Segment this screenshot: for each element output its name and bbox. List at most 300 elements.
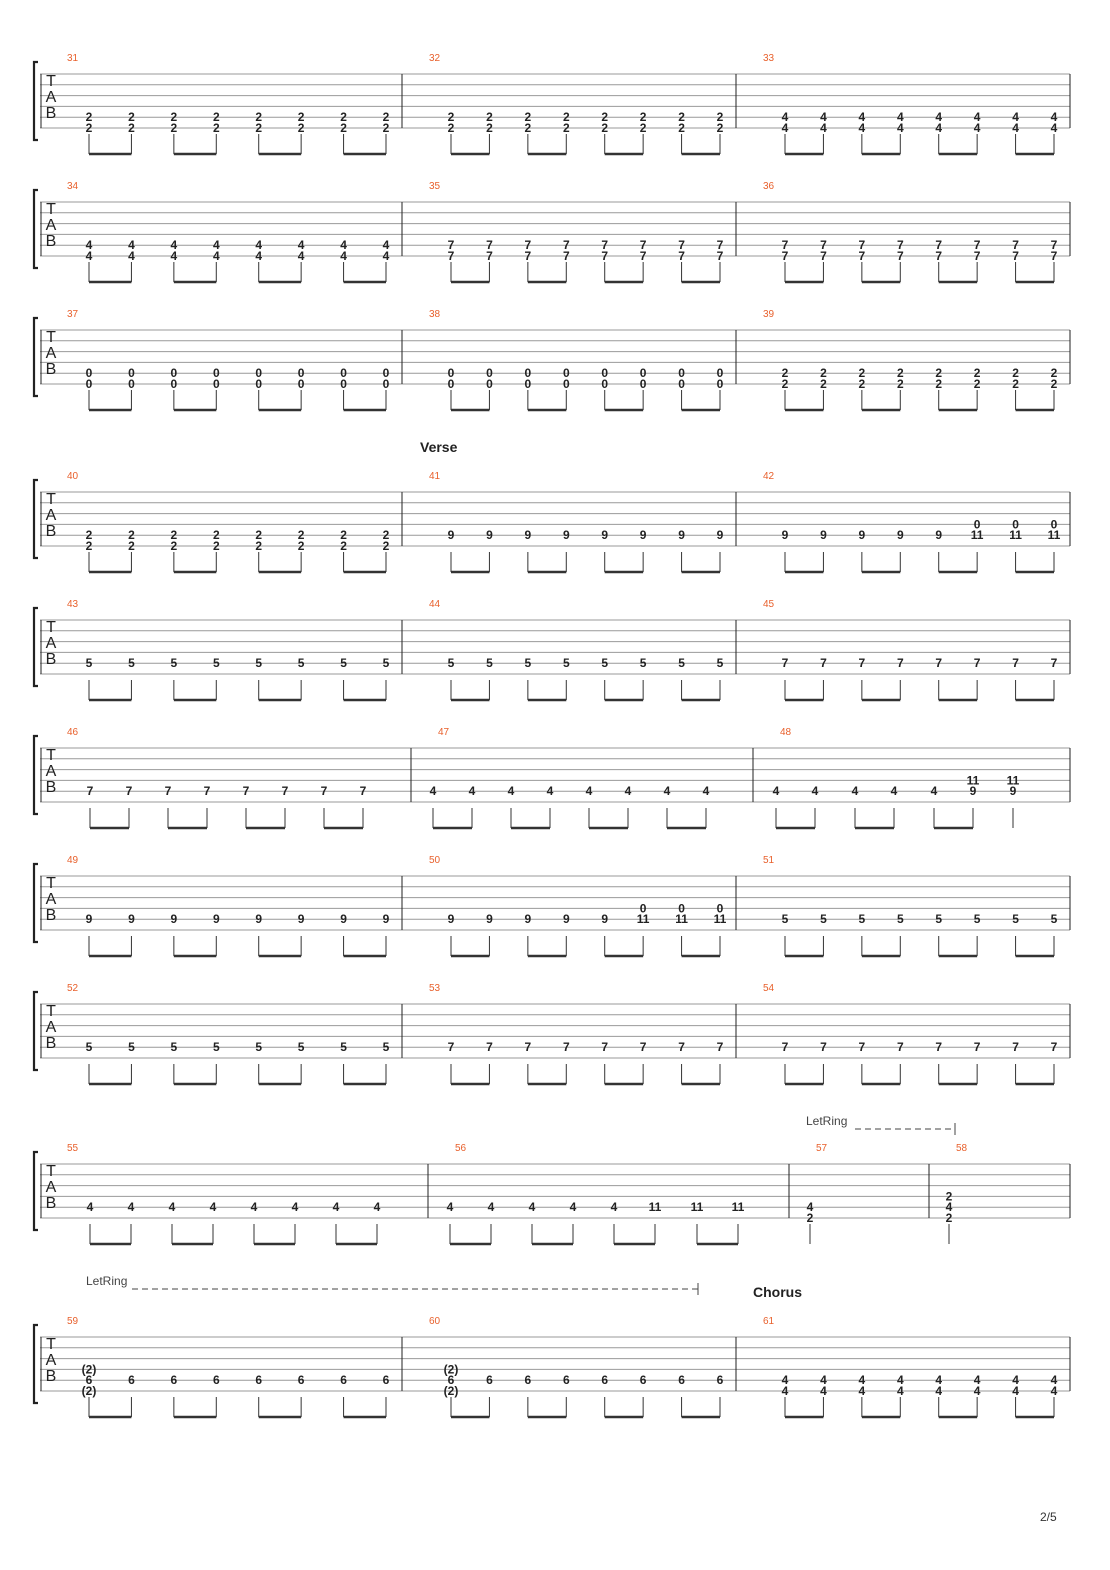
fret-number: 2 <box>935 377 943 391</box>
fret-number: 2 <box>170 121 178 135</box>
fret-number: 9 <box>858 528 866 543</box>
fret-number: 7 <box>858 249 866 263</box>
fret-number: 7 <box>1012 1040 1019 1055</box>
fret-number: 7 <box>1050 656 1058 671</box>
fret-number: 6 <box>524 1373 532 1388</box>
fret-number: 2 <box>297 110 305 125</box>
fret-number: 2 <box>382 110 390 125</box>
fret-number: 5 <box>340 1040 347 1055</box>
measure-number: 53 <box>429 983 441 994</box>
fret-number: 2 <box>973 377 981 391</box>
fret-number: 2 <box>85 110 93 125</box>
fret-number: 6 <box>255 1373 263 1388</box>
tab-clef-letter: A <box>45 635 57 652</box>
system-bracket <box>34 190 38 268</box>
fret-number: 2 <box>524 121 532 135</box>
fret-number: 0 <box>128 366 135 381</box>
fret-number: 2 <box>678 110 685 125</box>
fret-number: 2 <box>896 377 904 391</box>
fret-number: 6 <box>340 1373 347 1388</box>
fret-number: 7 <box>781 656 789 671</box>
fret-number: (2) <box>443 1384 459 1398</box>
tab-clef-letter: T <box>46 73 56 90</box>
fret-number: 4 <box>945 1200 953 1215</box>
fret-number: 2 <box>945 1189 953 1204</box>
tab-clef-letter: B <box>45 1368 57 1385</box>
fret-number: 0 <box>524 377 532 391</box>
fret-number: 6 <box>601 1373 609 1388</box>
system-bracket <box>34 318 38 396</box>
fret-number: 4 <box>86 1200 94 1215</box>
fret-number: 4 <box>1012 110 1019 125</box>
fret-number: 2 <box>170 110 178 125</box>
fret-number: 4 <box>935 110 943 125</box>
fret-number: 7 <box>820 1040 827 1055</box>
fret-number: 2 <box>128 539 135 553</box>
fret-number: 9 <box>340 912 347 927</box>
fret-number: 4 <box>858 1384 866 1398</box>
fret-number: 4 <box>781 110 789 125</box>
measure-number: 31 <box>67 53 79 64</box>
fret-number: 2 <box>255 110 263 125</box>
measure-number: 34 <box>67 181 79 192</box>
fret-number: 5 <box>639 656 647 671</box>
tab-system <box>34 181 1070 282</box>
measure-number: 39 <box>763 309 775 320</box>
page-number: 2/5 <box>1040 1510 1057 1524</box>
fret-number: 0 <box>212 377 220 391</box>
fret-number: 4 <box>663 784 671 799</box>
measure-number: 60 <box>429 1316 441 1327</box>
fret-number: 9 <box>447 528 455 543</box>
fret-number: 2 <box>212 528 220 543</box>
tab-clef-letter: A <box>45 1179 57 1196</box>
fret-number: 7 <box>562 249 570 263</box>
measure-number: 42 <box>763 471 775 482</box>
measure-number: 51 <box>763 855 775 866</box>
measure-number: 50 <box>429 855 441 866</box>
fret-number: 2 <box>128 110 135 125</box>
fret-number: 7 <box>1050 1040 1058 1055</box>
measure-number: 38 <box>429 309 441 320</box>
measure-number: 47 <box>438 727 450 738</box>
fret-number: 2 <box>297 528 305 543</box>
fret-number: 4 <box>896 1373 904 1388</box>
fret-number: 5 <box>340 656 347 671</box>
fret-number: 0 <box>562 377 570 391</box>
fret-number: 7 <box>486 238 493 253</box>
fret-number: 5 <box>128 656 135 671</box>
fret-number: 9 <box>601 912 609 927</box>
fret-number: 0 <box>973 517 981 532</box>
fret-number: 9 <box>716 528 724 543</box>
system-bracket <box>34 736 38 814</box>
fret-number: 4 <box>170 249 178 263</box>
fret-number: 0 <box>639 377 647 391</box>
fret-number: 9 <box>678 528 685 543</box>
fret-number: 5 <box>128 1040 135 1055</box>
tab-clef-letter: A <box>45 89 57 106</box>
fret-number: 4 <box>1050 121 1058 135</box>
fret-number: 7 <box>973 238 981 253</box>
fret-number: 11 <box>648 1200 662 1215</box>
fret-number: 7 <box>203 784 211 799</box>
fret-number: 7 <box>486 249 493 263</box>
fret-number: 5 <box>486 656 493 671</box>
fret-number: 2 <box>340 110 347 125</box>
fret-number: 7 <box>1012 656 1019 671</box>
fret-number: 4 <box>297 249 305 263</box>
fret-number: 7 <box>1012 238 1019 253</box>
fret-number: 9 <box>85 912 93 927</box>
fret-number: 0 <box>1012 517 1019 532</box>
tab-clef-letter: B <box>45 523 57 540</box>
fret-number: 7 <box>320 784 328 799</box>
fret-number: 2 <box>639 121 647 135</box>
fret-number: 5 <box>678 656 685 671</box>
fret-number: 4 <box>781 1384 789 1398</box>
measure-number: 45 <box>763 599 775 610</box>
fret-number: 2 <box>340 539 347 553</box>
fret-number: 11 <box>675 912 688 927</box>
fret-number: 11 <box>1006 773 1020 788</box>
fret-number: 2 <box>1050 377 1058 391</box>
tab-clef-letter: B <box>45 651 57 668</box>
tab-clef-letter: B <box>45 233 57 250</box>
tab-clef-letter: T <box>46 619 56 636</box>
let-ring-label: LetRing <box>86 1274 128 1288</box>
fret-number: 2 <box>945 1211 953 1225</box>
fret-number: 9 <box>1009 784 1017 799</box>
system-bracket <box>34 992 38 1070</box>
fret-number: 5 <box>170 1040 178 1055</box>
fret-number: 7 <box>125 784 133 799</box>
fret-number: 9 <box>639 528 647 543</box>
system-bracket <box>34 608 38 686</box>
fret-number: 5 <box>255 1040 263 1055</box>
fret-number: 2 <box>297 121 305 135</box>
tab-clef-letter: A <box>45 763 57 780</box>
fret-number: 2 <box>716 121 724 135</box>
fret-number: 6 <box>447 1373 455 1388</box>
fret-number: 4 <box>811 784 819 799</box>
fret-number: 4 <box>429 784 437 799</box>
fret-number: 2 <box>678 121 685 135</box>
fret-number: 7 <box>164 784 172 799</box>
fret-number: 2 <box>524 110 532 125</box>
fret-number: 7 <box>281 784 289 799</box>
fret-number: 2 <box>382 121 390 135</box>
fret-number: 4 <box>127 1200 135 1215</box>
fret-number: 7 <box>524 1040 532 1055</box>
fret-number: (2) <box>81 1384 97 1398</box>
fret-number: 7 <box>973 656 981 671</box>
fret-number: 9 <box>170 912 178 927</box>
measure-number: 54 <box>763 983 775 994</box>
fret-number: 4 <box>973 1373 981 1388</box>
fret-number: 7 <box>678 1040 685 1055</box>
measure-number: 58 <box>956 1143 968 1154</box>
fret-number: 0 <box>212 366 220 381</box>
tab-clef-letter: A <box>45 1019 57 1036</box>
tab-system <box>34 1316 1070 1417</box>
fret-number: 7 <box>858 1040 866 1055</box>
fret-number: 6 <box>562 1373 570 1388</box>
fret-number: 7 <box>447 238 455 253</box>
fret-number: 7 <box>716 238 724 253</box>
fret-number: 4 <box>168 1200 176 1215</box>
fret-number: 4 <box>806 1200 814 1215</box>
fret-number: 4 <box>935 121 943 135</box>
measure-number: 59 <box>67 1316 79 1327</box>
fret-number: 6 <box>85 1373 93 1388</box>
fret-number: 2 <box>935 366 943 381</box>
tab-clef-letter: T <box>46 329 56 346</box>
fret-number: 0 <box>340 366 347 381</box>
fret-number: 4 <box>212 249 220 263</box>
fret-number: 5 <box>85 656 93 671</box>
fret-number: 4 <box>973 1384 981 1398</box>
fret-number: 7 <box>935 1040 943 1055</box>
fret-number: 4 <box>820 110 827 125</box>
tab-system <box>34 1143 1070 1244</box>
tab-clef-letter: B <box>45 1195 57 1212</box>
tab-clef-letter: A <box>45 891 57 908</box>
fret-number: 7 <box>562 1040 570 1055</box>
fret-number: 4 <box>896 110 904 125</box>
fret-number: 0 <box>486 366 493 381</box>
fret-number: 6 <box>382 1373 390 1388</box>
fret-number: 0 <box>639 901 647 916</box>
fret-number: 7 <box>896 249 904 263</box>
fret-number: 9 <box>781 528 789 543</box>
tab-clef-letter: T <box>46 1003 56 1020</box>
tab-clef-letter: T <box>46 1163 56 1180</box>
fret-number: 4 <box>128 249 135 263</box>
fret-number: 7 <box>716 249 724 263</box>
fret-number: 6 <box>639 1373 647 1388</box>
fret-number: 5 <box>935 912 943 927</box>
fret-number: 4 <box>297 238 305 253</box>
fret-number: 11 <box>713 912 727 927</box>
measure-number: 56 <box>455 1143 467 1154</box>
measure-number: 35 <box>429 181 441 192</box>
fret-number: 7 <box>524 238 532 253</box>
fret-number: 2 <box>85 121 93 135</box>
fret-number: 2 <box>212 539 220 553</box>
fret-number: 4 <box>382 238 390 253</box>
fret-number: 7 <box>896 238 904 253</box>
fret-number: 7 <box>716 1040 724 1055</box>
fret-number: 5 <box>524 656 532 671</box>
fret-number: 11 <box>731 1200 745 1215</box>
fret-number: 9 <box>601 528 609 543</box>
fret-number: 9 <box>562 912 570 927</box>
tab-clef-letter: B <box>45 907 57 924</box>
fret-number: 4 <box>890 784 898 799</box>
fret-number: 4 <box>1012 1373 1019 1388</box>
fret-number: 4 <box>85 249 93 263</box>
fret-number: 2 <box>806 1211 814 1225</box>
measure-number: 37 <box>67 309 79 320</box>
fret-number: 2 <box>601 121 609 135</box>
fret-number: (2) <box>81 1362 97 1377</box>
tab-clef-letter: T <box>46 875 56 892</box>
fret-number: 9 <box>524 528 532 543</box>
fret-number: 2 <box>896 366 904 381</box>
fret-number: 4 <box>585 784 593 799</box>
fret-number: 9 <box>128 912 135 927</box>
fret-number: 2 <box>1012 377 1019 391</box>
measure-number: 43 <box>67 599 79 610</box>
fret-number: 5 <box>212 656 220 671</box>
fret-number: 4 <box>973 110 981 125</box>
fret-number: 2 <box>85 528 93 543</box>
tab-clef-letter: A <box>45 217 57 234</box>
fret-number: 6 <box>716 1373 724 1388</box>
fret-number: 2 <box>255 539 263 553</box>
fret-number: 2 <box>297 539 305 553</box>
fret-number: 4 <box>1050 110 1058 125</box>
fret-number: 9 <box>562 528 570 543</box>
fret-number: 9 <box>969 784 977 799</box>
fret-number: 4 <box>250 1200 258 1215</box>
system-bracket <box>34 480 38 558</box>
fret-number: 4 <box>781 121 789 135</box>
fret-number: 2 <box>128 121 135 135</box>
fret-number: 2 <box>820 366 827 381</box>
fret-number: 7 <box>524 249 532 263</box>
fret-number: 7 <box>639 1040 647 1055</box>
fret-number: 7 <box>935 656 943 671</box>
fret-number: 7 <box>486 1040 493 1055</box>
tab-clef-letter: B <box>45 361 57 378</box>
fret-number: 4 <box>858 110 866 125</box>
system-bracket <box>34 1325 38 1403</box>
fret-number: 2 <box>601 110 609 125</box>
fret-number: 4 <box>896 121 904 135</box>
fret-number: 5 <box>85 1040 93 1055</box>
fret-number: 11 <box>970 528 984 543</box>
fret-number: 5 <box>255 656 263 671</box>
measure-number: 40 <box>67 471 79 482</box>
fret-number: 7 <box>781 238 789 253</box>
fret-number: 0 <box>562 366 570 381</box>
measure-number: 55 <box>67 1143 79 1154</box>
fret-number: 7 <box>781 249 789 263</box>
fret-number: 2 <box>716 110 724 125</box>
fret-number: 4 <box>212 238 220 253</box>
system-bracket <box>34 1152 38 1230</box>
measure-number: 49 <box>67 855 79 866</box>
fret-number: 2 <box>255 121 263 135</box>
fret-number: 0 <box>297 366 305 381</box>
fret-number: 9 <box>297 912 305 927</box>
fret-number: 4 <box>487 1200 495 1215</box>
fret-number: 2 <box>858 366 866 381</box>
fret-number: 5 <box>601 656 609 671</box>
fret-number: 5 <box>1050 912 1058 927</box>
fret-number: 4 <box>255 238 263 253</box>
fret-number: 0 <box>678 377 685 391</box>
fret-number: 0 <box>255 366 263 381</box>
fret-number: 4 <box>772 784 780 799</box>
fret-number: 4 <box>170 238 178 253</box>
fret-number: 2 <box>639 110 647 125</box>
measure-number: 44 <box>429 599 441 610</box>
fret-number: 2 <box>340 528 347 543</box>
fret-number: 2 <box>486 121 493 135</box>
fret-number: 7 <box>896 656 904 671</box>
fret-number: 2 <box>170 528 178 543</box>
fret-number: 7 <box>601 1040 609 1055</box>
fret-number: 5 <box>297 656 305 671</box>
fret-number: 4 <box>507 784 515 799</box>
fret-number: 4 <box>340 249 347 263</box>
fret-number: 0 <box>382 377 390 391</box>
fret-number: 0 <box>85 377 93 391</box>
fret-number: 7 <box>1050 238 1058 253</box>
fret-number: 4 <box>128 238 135 253</box>
fret-number: 2 <box>212 121 220 135</box>
fret-number: 0 <box>85 366 93 381</box>
fret-number: 4 <box>569 1200 577 1215</box>
fret-number: 4 <box>255 249 263 263</box>
fret-number: 7 <box>601 249 609 263</box>
measure-number: 52 <box>67 983 79 994</box>
tab-clef-letter: B <box>45 105 57 122</box>
fret-number: 5 <box>297 1040 305 1055</box>
fret-number: 2 <box>382 528 390 543</box>
fret-number: 0 <box>297 377 305 391</box>
fret-number: 5 <box>896 912 904 927</box>
fret-number: 9 <box>447 912 455 927</box>
fret-number: 2 <box>128 528 135 543</box>
tab-system <box>34 855 1070 956</box>
system-bracket <box>34 62 38 140</box>
tab-clef-letter: T <box>46 747 56 764</box>
fret-number: 2 <box>486 110 493 125</box>
fret-number: 4 <box>546 784 554 799</box>
fret-number: 4 <box>446 1200 454 1215</box>
tab-system <box>34 53 1070 154</box>
fret-number: 2 <box>212 110 220 125</box>
fret-number: 2 <box>820 377 827 391</box>
system-bracket <box>34 864 38 942</box>
fret-number: 4 <box>930 784 938 799</box>
fret-number: 4 <box>935 1373 943 1388</box>
fret-number: 6 <box>170 1373 178 1388</box>
fret-number: 4 <box>702 784 710 799</box>
fret-number: 9 <box>935 528 943 543</box>
fret-number: 7 <box>935 238 943 253</box>
tab-clef-letter: B <box>45 1035 57 1052</box>
fret-number: 7 <box>1050 249 1058 263</box>
fret-number: 5 <box>716 656 724 671</box>
tab-clef-letter: A <box>45 1352 57 1369</box>
fret-number: 0 <box>1050 517 1058 532</box>
fret-number: 7 <box>896 1040 904 1055</box>
fret-number: 9 <box>820 528 827 543</box>
fret-number: 2 <box>170 539 178 553</box>
fret-number: 0 <box>639 366 647 381</box>
measure-number: 41 <box>429 471 441 482</box>
fret-number: 2 <box>1012 366 1019 381</box>
fret-number: 11 <box>1047 528 1061 543</box>
measure-number: 33 <box>763 53 775 64</box>
fret-number: 2 <box>973 366 981 381</box>
fret-number: 4 <box>291 1200 299 1215</box>
